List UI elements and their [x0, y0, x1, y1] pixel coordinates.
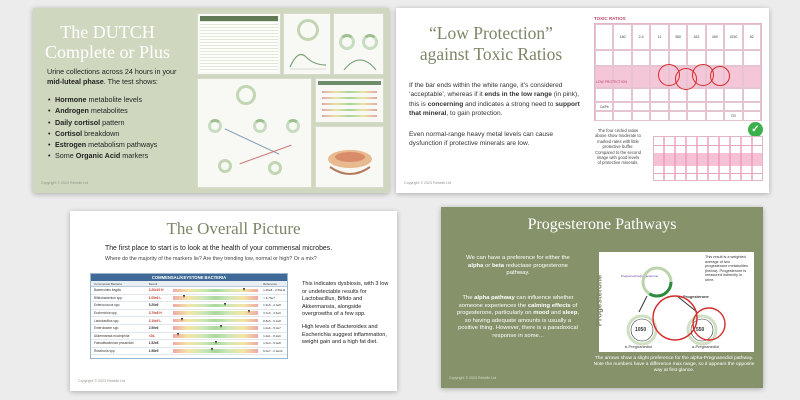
grid-cell: 82 — [743, 24, 761, 50]
text: can influence whether someone experiences the — [458, 295, 574, 309]
text-bold: beta — [491, 262, 505, 269]
bacteria-reference: 1.0e6 - 5.0e7 — [263, 326, 281, 331]
report-page-organic-acids — [315, 78, 384, 123]
grid-cell — [743, 50, 761, 66]
bacteria-reference: > 6.70e7 — [263, 295, 275, 300]
bacteria-name: Bifidobacterium spp. — [94, 295, 123, 300]
grid-cell — [669, 111, 687, 121]
slide-title — [406, 23, 576, 65]
text: reductase progesterone pathway. — [504, 262, 568, 277]
table-row — [91, 302, 287, 310]
highlight-circle — [710, 66, 730, 86]
grid-cell: 380 — [669, 24, 687, 50]
range-bar — [173, 326, 259, 330]
grid-cell — [687, 102, 705, 111]
grid-cell — [632, 50, 650, 66]
item-rest: pattern — [100, 117, 125, 127]
grid-cell — [650, 102, 668, 111]
grid-cell — [706, 50, 724, 66]
bacteria-result: 1.05e6 L — [148, 295, 162, 300]
list-item — [47, 117, 192, 128]
grid-line — [654, 145, 762, 146]
bacteria-result: 3.70e8 H — [148, 311, 162, 316]
range-bar — [173, 311, 259, 315]
pathway-gauges — [617, 260, 727, 350]
protective-minerals-chart — [653, 136, 763, 181]
arrows-footnote: The arrows show a slight preference for the alpha-Pregnanediol pathway. Note the numbers have a difference max range, so it appears the opposite way at first glance. — [593, 356, 755, 374]
bacteria-result: <DL — [148, 333, 155, 338]
pathway-intro — [458, 255, 578, 278]
grid-cell — [595, 88, 613, 102]
bacteria-name: Lactobacillus spp. — [94, 318, 120, 323]
list-item — [47, 128, 192, 139]
metabolite-curve-graphic — [342, 54, 378, 72]
intro-bold: mid-luteal phase — [47, 77, 104, 86]
grid-line — [654, 173, 762, 174]
grid-cell — [669, 102, 687, 111]
grid-cell — [724, 50, 742, 66]
bacteria-reference: 8.8e5 - 6.2e8 — [263, 318, 281, 323]
grid-cell — [613, 88, 631, 102]
table-row — [91, 348, 287, 356]
grid-cell: 2.4 — [632, 24, 650, 50]
copyright: Copyright © 2023 Rebelle Ltd — [449, 376, 497, 380]
text: and — [549, 310, 563, 317]
progesterone-diagram — [594, 252, 754, 352]
range-bar — [173, 319, 259, 323]
grid-cell — [743, 111, 761, 121]
arrow-line — [677, 296, 697, 312]
grid-cell: 11 — [650, 24, 668, 50]
range-bar — [173, 289, 259, 293]
text: (in pink), this is — [409, 91, 580, 108]
bacteria-result: 5.20e6 — [148, 303, 159, 308]
diagram-vertical-label: Progesterone — [594, 274, 604, 327]
text: The — [462, 295, 475, 301]
item-rest: metabolite levels — [86, 95, 143, 104]
bacteria-result: 2.50e6 — [148, 326, 159, 331]
grid-cell — [687, 111, 705, 121]
secondary-paragraph: Even normal-range heavy metal levels can cause dysfunction if protective minerals are low. — [409, 131, 554, 148]
result-marker — [243, 288, 245, 291]
grid-cell — [632, 66, 650, 88]
bacteria-result: 1.98e9 — [148, 349, 159, 354]
intro-text — [47, 67, 187, 87]
item-pre: Some — [55, 151, 76, 161]
range-bar — [173, 349, 259, 353]
grid-cell — [595, 24, 613, 50]
grid-cell: 180 — [613, 24, 631, 50]
table-row — [91, 310, 287, 318]
text: If the bar ends within the white range, it’s considered ‘acceptable’, whereas if it — [409, 82, 563, 99]
grid-cell — [595, 111, 613, 121]
text: and indicates a strong need to — [463, 100, 556, 108]
result-marker — [224, 303, 226, 306]
table-body — [91, 287, 287, 355]
title-line-1: The DUTCH — [60, 22, 155, 42]
table-row — [91, 287, 287, 295]
grid-cell — [613, 102, 631, 111]
bacteria-name: Akkermansia muciniphila — [94, 333, 130, 338]
progesterone-label: Progesterone — [683, 294, 709, 299]
bacteria-reference: 1.60e8 - 2.50e11 — [263, 288, 286, 293]
bacteria-name: Escherichia spp. — [94, 311, 118, 316]
list-item — [47, 94, 192, 105]
grid-cell — [706, 88, 724, 102]
arrow-line — [639, 296, 647, 312]
item-bold: Estrogen — [55, 140, 87, 150]
text-bold: alpha pathway — [474, 295, 515, 301]
text: , to gain protection. — [446, 110, 503, 118]
range-bar — [173, 342, 259, 346]
grid-cell — [724, 88, 742, 102]
text-bold: alpha — [468, 262, 484, 269]
range-bar — [173, 296, 259, 300]
header-spacer — [173, 281, 264, 286]
report-page-anatomy — [315, 126, 384, 188]
check-icon: ✓ — [748, 122, 763, 137]
commensal-bacteria-table — [90, 273, 288, 359]
header-reference: Reference — [263, 282, 277, 286]
range-bar — [173, 304, 259, 308]
text-bold: ends in the low range — [484, 91, 552, 99]
alpha-name: a-Pregnanediol — [692, 344, 720, 349]
slide-title: Progesterone Pathways — [527, 216, 677, 233]
text: of progesterone, particularly on — [456, 302, 578, 317]
title-line-2: against Toxic Ratios — [419, 44, 563, 64]
toxic-ratios-table — [592, 16, 764, 124]
result-marker — [248, 310, 250, 313]
table-row — [91, 333, 287, 341]
grid-cell — [613, 111, 631, 121]
bacteria-reference: 1.0e1 - 8.2e6 — [263, 333, 281, 338]
grid-cell — [650, 111, 668, 121]
report-page-estrogen — [197, 78, 312, 188]
item-bold: Organic Acid — [75, 151, 121, 161]
grid-cell — [632, 102, 650, 111]
grid-cell: Ca/Pb — [595, 102, 613, 111]
text-bold: mood — [533, 310, 550, 317]
red-highlight-circle — [653, 296, 697, 340]
alpha-value: 550 — [696, 327, 705, 333]
sub-question-text: Where do the majority of the markers lie? Are they trending low, normal or high? Or a mix? — [105, 255, 317, 262]
grid-cell — [743, 66, 761, 88]
grid-cell — [743, 102, 761, 111]
grid-cell — [706, 102, 724, 111]
grid-cell: 490 — [706, 24, 724, 50]
text-bold: calming effects — [527, 302, 571, 309]
circled-ratios-callout: The four circled ratios above show moderate to marked rates with little protective buffer. Compared to the second image with good levels of protective minerals. — [595, 128, 641, 166]
bacteria-name: Roseburia spp. — [94, 349, 116, 354]
slide-overall-picture — [70, 211, 397, 391]
grid-cell: 163 — [687, 24, 705, 50]
grid-cell — [595, 66, 613, 88]
grid-cell: 1530 — [724, 24, 742, 50]
grid-cell — [632, 88, 650, 102]
text-bold: concerning — [427, 100, 464, 108]
grid-cell — [743, 88, 761, 102]
dysbiosis-note: This indicates dysbiosis, with 3 low or undetectable results for Lactobacillus, Bifido and Akkermansia, alongside overgrowths of a few spp. — [302, 281, 389, 317]
intro-pre: Urine collections across 24 hours in your — [47, 67, 177, 76]
result-marker — [215, 341, 217, 344]
bacteria-reference: 5.0e7 - 2.0e10 — [263, 349, 283, 354]
grid-cell — [650, 88, 668, 102]
alpha-pathway-text — [456, 295, 580, 341]
table-row — [91, 340, 287, 348]
item-rest: metabolism pathways — [86, 140, 158, 150]
report-page-cortisol — [283, 13, 331, 75]
copyright: Copyright © 2023 Rebelle Ltd — [78, 379, 126, 383]
lead-text: The first place to start is to look at the health of your commensal microbes. — [105, 245, 333, 252]
grid-cell — [669, 88, 687, 102]
grid-cell: 720 — [724, 111, 742, 121]
table-row — [91, 325, 287, 333]
inflammation-note: High levels of Bacteroides and Escherichia suggest inflammation, weight gain and a high fat diet. — [302, 324, 387, 345]
bacteria-reference: 1.9e5 - 2.0e8 — [263, 303, 281, 308]
text-bold: support that mineral — [409, 100, 580, 118]
grid-cell — [724, 102, 742, 111]
item-rest: breakdown — [82, 128, 120, 138]
result-marker — [220, 325, 222, 328]
item-rest: metabolites — [88, 106, 128, 116]
item-rest: markers — [120, 151, 149, 161]
bacteria-name: Enterobacter spp. — [94, 326, 120, 331]
item-bold: Hormone — [55, 95, 87, 104]
beta-name: b-Pregnanediol — [625, 344, 653, 349]
copyright: Copyright © 2023 Rebelle Ltd — [404, 181, 452, 185]
slide-low-protection — [396, 8, 769, 193]
list-item — [47, 139, 192, 150]
slide-title: The Overall Picture — [166, 219, 301, 238]
bacteria-name: Enterococcus spp. — [94, 303, 121, 308]
grid-cell — [595, 50, 613, 66]
pregnenolone-label: Pregnenolone/progesterone — [621, 274, 659, 278]
report-page-hormones — [197, 13, 281, 75]
explanation-paragraph — [409, 81, 585, 119]
bacteria-name: Faecalibacterium prausnitzii — [94, 341, 134, 346]
table-title: COMMENSAL/KEYSTONE BACTERIA — [91, 274, 287, 281]
header-name: Commensal Bacteria — [94, 282, 122, 286]
title-line-2: Complete or Plus — [45, 42, 170, 62]
item-bold: Androgen — [55, 106, 89, 116]
cortisol-curve-graphic — [288, 47, 328, 71]
text: , so having adequate amounts is usually a positive thing. However, there is a paradoxical response in some... — [458, 310, 580, 339]
grid-cell — [706, 111, 724, 121]
intro-post: . The test shows: — [103, 77, 158, 86]
text-bold: sleep — [562, 310, 578, 317]
list-item — [47, 150, 192, 161]
adrenal-illustration — [322, 137, 378, 181]
grid-cell — [613, 50, 631, 66]
bacteria-result: 1.52e8 — [148, 341, 159, 346]
bacteria-result: 2.10e5 L — [148, 318, 162, 323]
slide-progesterone-pathways — [441, 207, 763, 388]
grid-cell — [687, 88, 705, 102]
bacteria-result: 3.20e10 H — [148, 288, 164, 293]
beta-value: 1050 — [635, 327, 647, 333]
red-highlight-circle — [693, 308, 725, 340]
slide-title — [45, 22, 170, 62]
grid-cell — [613, 66, 631, 88]
item-bold: Cortisol — [55, 128, 83, 138]
bacteria-reference: 3.7e6 - 3.6e9 — [263, 311, 281, 316]
list-item — [47, 105, 192, 116]
result-marker — [211, 348, 213, 351]
report-page-metabolites — [333, 13, 384, 75]
table-title: TOXIC RATIOS — [594, 16, 626, 21]
bacteria-reference: 1.0e3 - 5.0e8 — [263, 341, 281, 346]
result-marker — [177, 333, 179, 336]
grid-cell — [632, 111, 650, 121]
table-row — [91, 317, 287, 325]
low-protection-label: LOW PROTECTION — [596, 80, 627, 84]
text: or — [483, 262, 492, 269]
test-list — [47, 94, 192, 162]
pink-band — [654, 153, 762, 166]
slide-dutch-complete — [33, 8, 389, 193]
bacteria-name: Bacteroides fragilis — [94, 288, 121, 293]
header-result: Result — [148, 282, 158, 286]
diagram-note: This result is a weighted average of two progesterone metabolites (below). Progesterone is measured indirectly in urine. — [705, 255, 748, 282]
table-row — [91, 295, 287, 303]
result-marker — [183, 295, 185, 298]
result-marker — [181, 318, 183, 321]
range-bar — [173, 334, 259, 338]
copyright: Copyright © 2023 Rebelle Ltd — [41, 181, 89, 185]
item-bold: Daily cortisol — [55, 117, 101, 127]
text: We can have a preference for either the — [466, 255, 570, 261]
title-line-1: “Low Protection” — [429, 23, 553, 43]
